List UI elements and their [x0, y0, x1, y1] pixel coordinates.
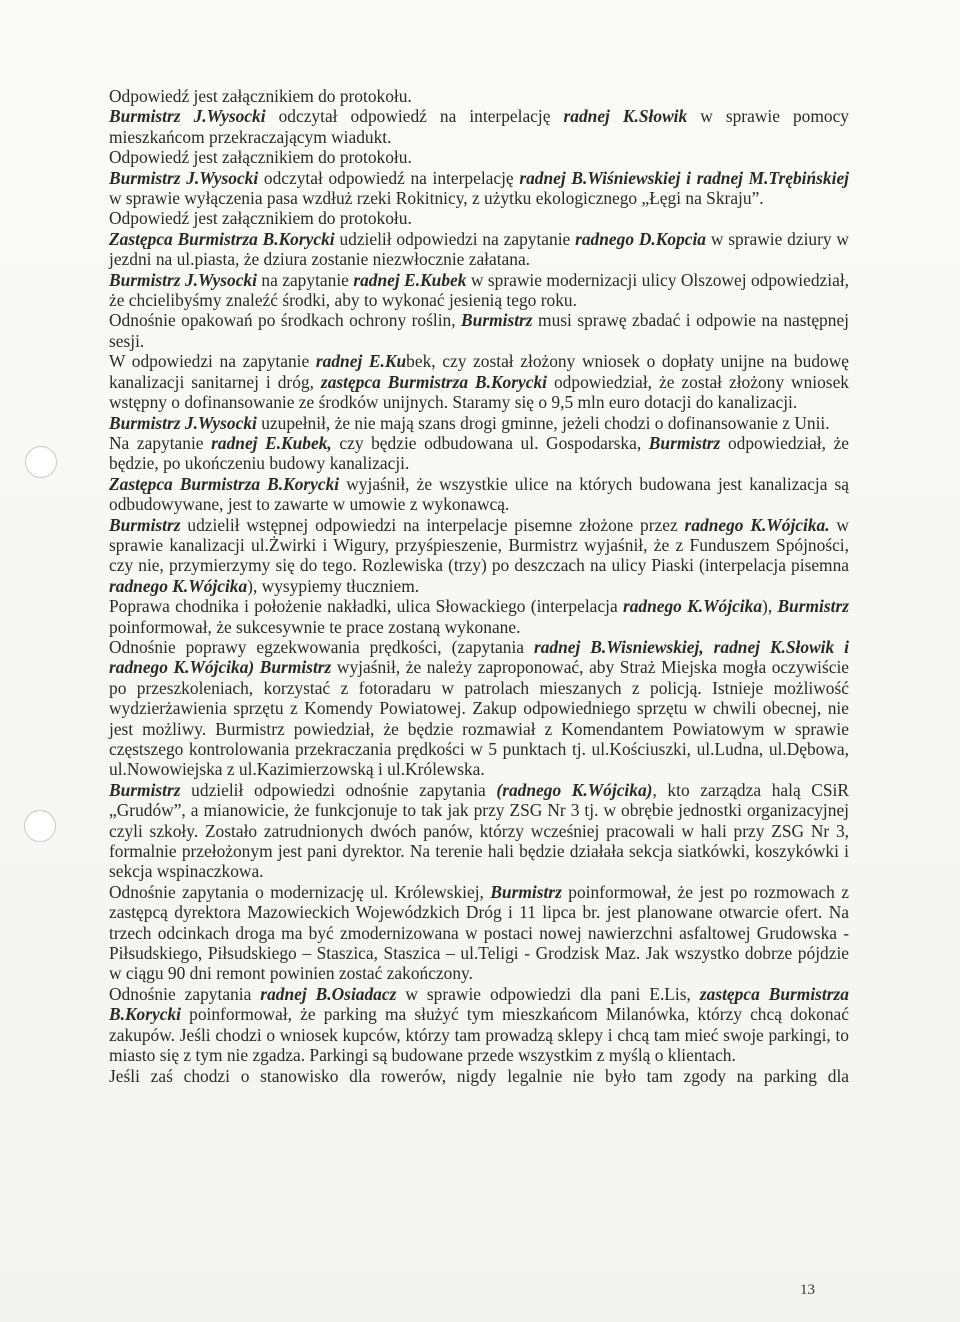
paragraph: Burmistrz udzielił wstępnej odpowiedzi na interpelacje pisemne złożone przez radnego K.Wójcika. w sprawie kanalizacji ul.Żwirki i Wigury, przyśpieszenie, Burmistrz wyjaśnił, że z Funduszem Spójności, czy nie, przymierzymy się do tego. Rozlewiska (trzy) po deszczach na ulicy Piaski (interpelacja pisemna radnego K.Wójcika), wysypiemy tłuczniem. [109, 514, 849, 596]
paragraph: Odnośnie poprawy egzekwowania prędkości, (zapytania radnej B.Wisniewskiej, radnej K.Słowik i radnego K.Wójcika) Burmistrz wyjaśnił, że należy zaproponować, aby Straż Miejska mogła oczywiście po przeszkoleniach, korzystać z fotoradaru w patrolach mieszanych z policją. Istnieje możliwość wydzierżawienia sprzętu z Komendy Powiatowej. Zakup odpowiedniego sprzętu w chwili obecnej, nie jest możliwy. Burmistrz powiedział, że będzie rozmawiał z Komendantem Powiatowym w sprawie częstszego kontrolowania przekraczania prędkości w 5 punktach tj. ul.Kościuszki, ul.Ludna, ul.Dębowa, ul.Nowowiejska z ul.Kazimierzowską i ul.Królewska. [109, 636, 849, 780]
paragraph: Burmistrz udzielił odpowiedzi odnośnie zapytania (radnego K.Wójcika), kto zarządza halą CSiR „Grudów”, a mianowicie, że funkcjonuje to tak jak przy ZSG Nr 3 tj. w obrębie jednostki organizacyjnej czyli szkoły. Zostało zatrudnionych dwóch panów, którzy wcześniej pracowali w hali przy ZSG Nr 3, formalnie przełożonym jest pani dyrektor. Na terenie hali będzie działała sekcja siatkówki, koszykówki i sekcja wspinaczkowa. [109, 779, 849, 882]
paragraph: Burmistrz J.Wysocki na zapytanie radnej E.Kubek w sprawie modernizacji ulicy Olszowej odpowiedział, że chcielibyśmy znaleźć środki, aby to wykonać jesienią tego roku. [109, 269, 849, 311]
paragraph: Odpowiedź jest załącznikiem do protokołu. [109, 208, 412, 229]
speaker-name: Burmistrz J.Wysocki [109, 412, 257, 433]
speaker-name: Burmistrz [109, 514, 181, 535]
speaker-name: Burmistrz J.Wysocki [109, 269, 257, 290]
councillor-name: radnego K.Wójcika [109, 575, 248, 596]
speaker-name: Burmistrz [461, 310, 533, 331]
councillor-name: (radnego K.Wójcika) [496, 779, 653, 800]
paragraph: Burmistrz J.Wysocki odczytał odpowiedź na interpelację radnej B.Wiśniewskiej i radnej M.Trębińskiej w sprawie wyłączenia pasa wzdłuż rzeki Rokitnicy, z użytku ekologicznego „Łęgi na Skraju”. [109, 167, 849, 209]
councillor-name: radnej K.Słowik [563, 106, 688, 127]
councillor-name: radnej B.Wiśniewskiej i radnej M.Trębińskiej [519, 167, 849, 188]
councillor-name: radnej E.Kubek, [211, 432, 332, 453]
speaker-name: zastępca Burmistrza B.Korycki [109, 983, 849, 1025]
councillor-name: radnej E.Kubek [353, 269, 467, 290]
paragraph: Odpowiedź jest załącznikiem do protokołu. [109, 147, 412, 168]
councillor-name: radnej B.Osiadacz [260, 983, 397, 1004]
paragraph: Burmistrz J.Wysocki odczytał odpowiedź na interpelację radnej K.Słowik w sprawie pomocy mieszkańcom przekraczającym wiadukt. [109, 106, 849, 147]
paragraph: Burmistrz J.Wysocki uzupełnił, że nie mają szans drogi gminne, jeżeli chodzi o dofinansowanie z Unii. [109, 412, 830, 433]
paragraph: Odnośnie zapytania radnej B.Osiadacz w sprawie odpowiedzi dla pani E.Lis, zastępca Burmistrza B.Korycki poinformował, że parking ma służyć tym mieszkańcom Milanówka, którzy chcą dokonać zakupów. Jeśli chodzi o wniosek kupców, którzy tam prowadzą sklepy i chcą tam mieć swoje parkingi, to miasto się z tym nie zgadza. Parkingi są budowane przede wszystkim z myślą o klientach. [109, 983, 849, 1066]
punch-hole [24, 810, 56, 842]
councillor-name: radnego K.Wójcika [622, 596, 763, 617]
paragraph: Zastępca Burmistrza B.Korycki udzielił odpowiedzi na zapytanie radnego D.Kopcia w sprawie dziury w jezdni na ul.piasta, że dziura zostanie niezwłocznie załatana. [109, 228, 849, 270]
speaker-name: Burmistrz [109, 779, 181, 800]
speaker-name: Zastępca Burmistrza B.Korycki [109, 228, 335, 249]
councillor-name: radnej B.Wisniewskiej, radnej K.Słowik i radnego K.Wójcika) Burmistrz [109, 636, 849, 678]
speaker-name: zastępca Burmistrza B.Korycki [320, 371, 547, 392]
councillor-name: radnego D.Kopcia [575, 228, 707, 249]
speaker-name: Zastępca Burmistrza B.Korycki [109, 473, 340, 494]
councillor-name: radnej E.Ku [315, 351, 407, 372]
paragraph: Poprawa chodnika i położenie nakładki, ulica Słowackiego (interpelacja radnego K.Wójcika), Burmistrz poinformował, że sukcesywnie te prace zostaną wykonane. [109, 596, 849, 637]
speaker-name: Burmistrz [777, 596, 849, 617]
councillor-name: radnego K.Wójcika. [684, 514, 830, 535]
page-number: 13 [800, 1282, 815, 1298]
paragraph: Jeśli zaś chodzi o stanowisko dla rowerów, nigdy legalnie nie było tam zgody na parking dla [109, 1065, 849, 1086]
punch-hole [25, 446, 57, 478]
protocol-text [109, 86, 849, 1086]
speaker-name: Burmistrz [648, 432, 721, 453]
paragraph: Odnośnie zapytania o modernizację ul. Królewskiej, Burmistrz poinformował, że jest po rozmowach z zastępcą dyrektora Mazowieckich Wojewódzkich Dróg i 11 lipca br. jest planowane otwarcie ofert. Na trzech odcinkach droga ma być zmodernizowana w postaci nowej nawierzchni asfaltowej Grudowska - Piłsudskiego, Piłsudskiego – Staszica, Staszica – ul.Teligi - Grodzisk Maz. Jak wszystko dobrze pójdzie w ciągu 90 dni remont powinien zostać zakończony. [109, 881, 849, 984]
speaker-name: Burmistrz J.Wysocki [109, 167, 259, 188]
speaker-name: Burmistrz J.Wysocki [109, 106, 266, 127]
paragraph: Na zapytanie radnej E.Kubek, czy będzie odbudowana ul. Gospodarska, Burmistrz odpowiedział, że będzie, po ukończeniu budowy kanalizacji. [109, 432, 850, 474]
paragraph: W odpowiedzi na zapytanie radnej E.Kubek, czy został złożony wniosek o dopłaty unijne na budowę kanalizacji sanitarnej i dróg, zastępca Burmistrza B.Korycki odpowiedział, że został złożony wniosek wstępny o dofinansowanie ze środków unijnych. Staramy się o 9,5 mln euro dotacji do kanalizacji. [109, 351, 849, 413]
speaker-name: Burmistrz [490, 881, 562, 902]
paragraph: Zastępca Burmistrza B.Korycki wyjaśnił, że wszystkie ulice na których budowana jest kanalizacja są odbudowywane, jest to zawarte w umowie z wykonawcą. [109, 473, 849, 515]
paragraph: Odnośnie opakowań po środkach ochrony roślin, Burmistrz musi sprawę zbadać i odpowie na następnej sesji. [109, 310, 849, 351]
paragraph: Odpowiedź jest załącznikiem do protokołu. [109, 86, 412, 106]
